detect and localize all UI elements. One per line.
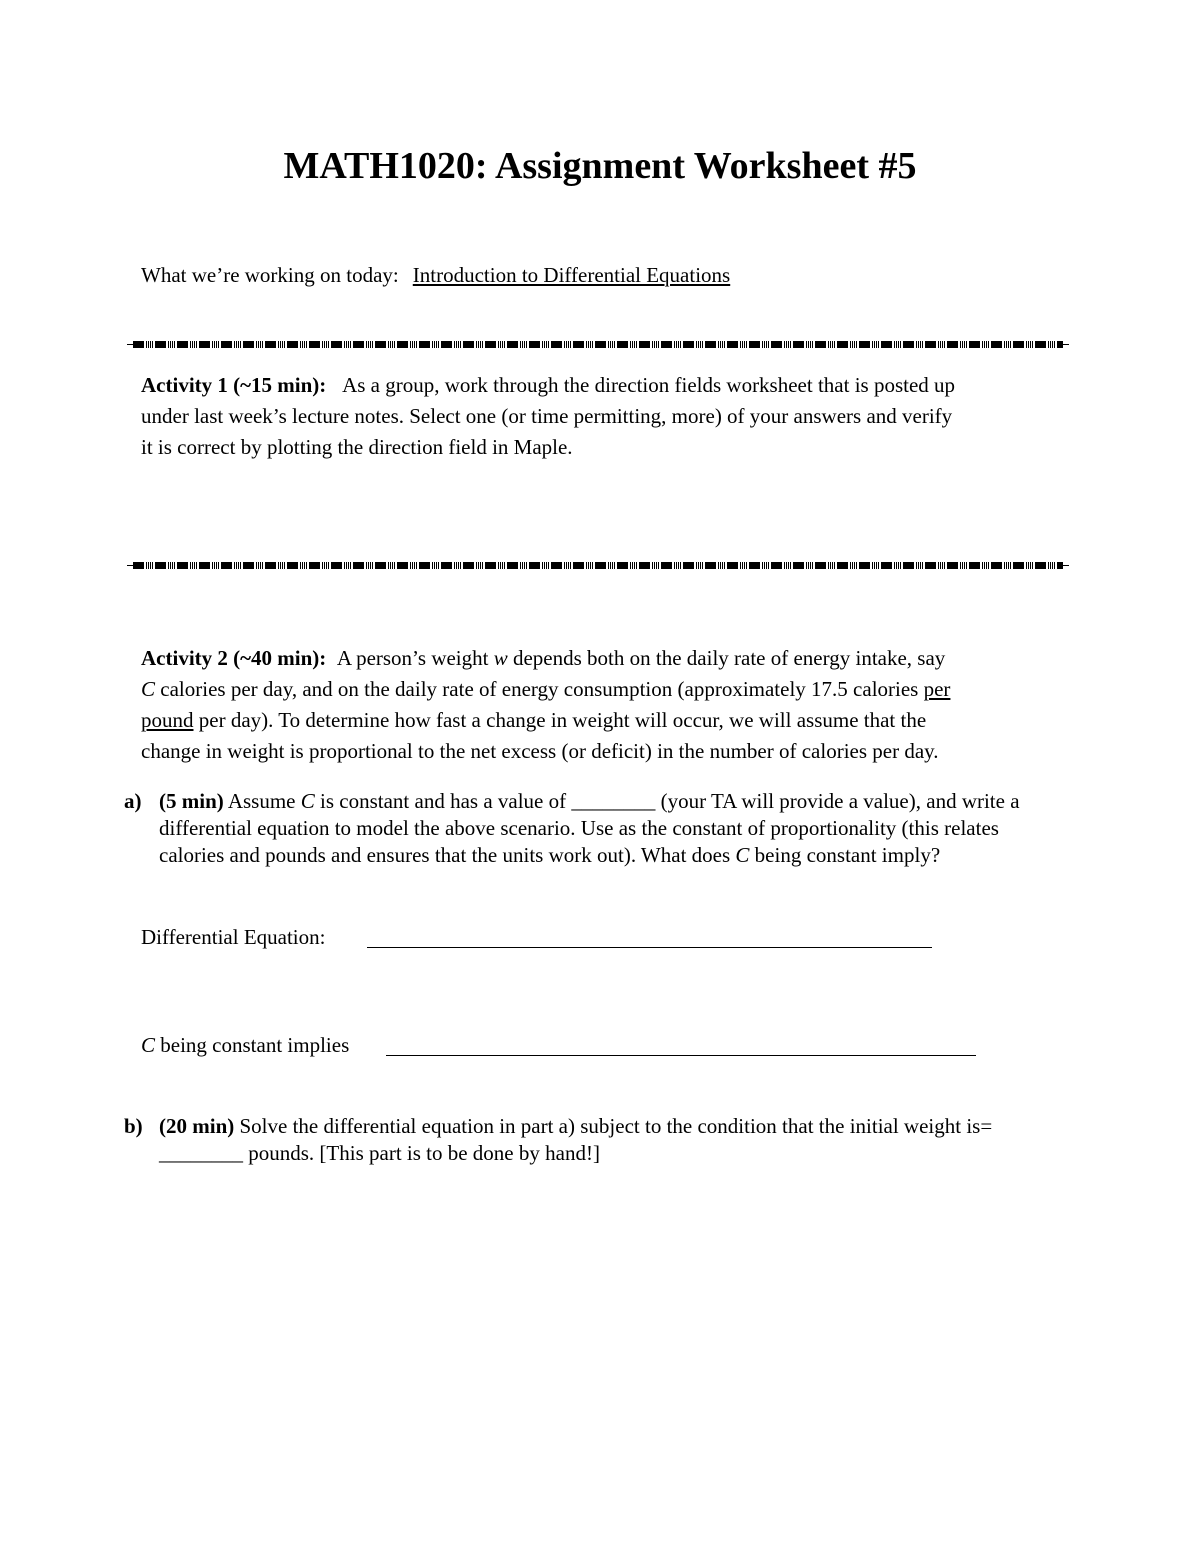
variable-w: w	[493, 646, 508, 670]
part-b-label: b)	[124, 1114, 143, 1138]
activity-1-heading: Activity 1 (~15 min):	[141, 373, 327, 397]
activity-2-line-2	[141, 674, 950, 705]
part-b-text: Solve the differential equation in part a) subject to the condition that the initial weight is=	[234, 1114, 993, 1138]
activity-1-line-3: it is correct by plotting the direction field in Maple.	[141, 435, 573, 459]
activity-2-line-4: change in weight is proportional to the net excess (or deficit) in the number of calories per day.	[141, 739, 939, 763]
activity-2-text: depends both on the daily rate of energy intake, say	[507, 646, 946, 670]
variable-c: C	[735, 843, 750, 867]
activity-1-line-1	[141, 370, 955, 401]
c-constant-text: being constant implies	[155, 1033, 350, 1057]
differential-equation-answer-line[interactable]	[367, 947, 932, 948]
part-a-text: calories and pounds and ensures that the units work out). What does	[159, 843, 736, 867]
activity-2-text: calories per day, and on the daily rate of energy consumption (approximately 17.5 calories	[155, 677, 924, 701]
part-b	[159, 1113, 992, 1167]
c-constant-answer-line[interactable]	[386, 1055, 976, 1056]
part-a-text: is constant and has a value of ________ (your TA will provide a value), and write a	[314, 789, 1020, 813]
variable-c: C	[141, 677, 156, 701]
section-divider	[133, 341, 1063, 348]
section-divider	[133, 562, 1063, 569]
todays-topic	[141, 260, 730, 290]
activity-1-line-2: under last week’s lecture notes. Select one (or time permitting, more) of your answers and verify	[141, 404, 953, 428]
part-b-line-1	[159, 1113, 992, 1140]
differential-equation-label: Differential Equation:	[141, 925, 326, 949]
part-b-time: (20 min)	[159, 1114, 235, 1138]
activity-2	[141, 643, 950, 767]
activity-2-text: A person’s weight	[336, 646, 494, 670]
part-a-line-1	[159, 788, 1020, 815]
part-a-text: being constant imply?	[749, 843, 941, 867]
c-constant-label	[141, 1030, 349, 1061]
part-a-label: a)	[124, 789, 142, 813]
part-a-line-2: differential equation to model the above scenario. Use as the constant of proportionality (this relates	[159, 816, 999, 840]
part-a-text: Assume	[223, 789, 301, 813]
activity-2-heading: Activity 2 (~40 min):	[141, 646, 327, 670]
activity-2-line-1	[141, 643, 950, 674]
today-label: What we’re working on today:	[141, 263, 399, 287]
variable-c: C	[300, 789, 315, 813]
underlined-per: per	[923, 677, 951, 701]
activity-2-line-3	[141, 705, 950, 736]
variable-c: C	[141, 1033, 156, 1057]
activity-1-text: As a group, work through the direction fields worksheet that is posted up	[342, 373, 956, 397]
underlined-pound: pound	[141, 708, 194, 732]
activity-2-text: per day). To determine how fast a change in weight will occur, we will assume that the	[193, 708, 927, 732]
today-topic: Introduction to Differential Equations	[412, 263, 731, 287]
part-a-line-3	[159, 842, 1020, 869]
part-a-time: (5 min)	[159, 789, 224, 813]
part-a	[159, 788, 1020, 869]
page-title: MATH1020: Assignment Worksheet #5	[283, 145, 917, 187]
activity-1	[141, 370, 955, 463]
part-b-line-2: ________ pounds. [This part is to be done by hand!]	[159, 1141, 600, 1165]
